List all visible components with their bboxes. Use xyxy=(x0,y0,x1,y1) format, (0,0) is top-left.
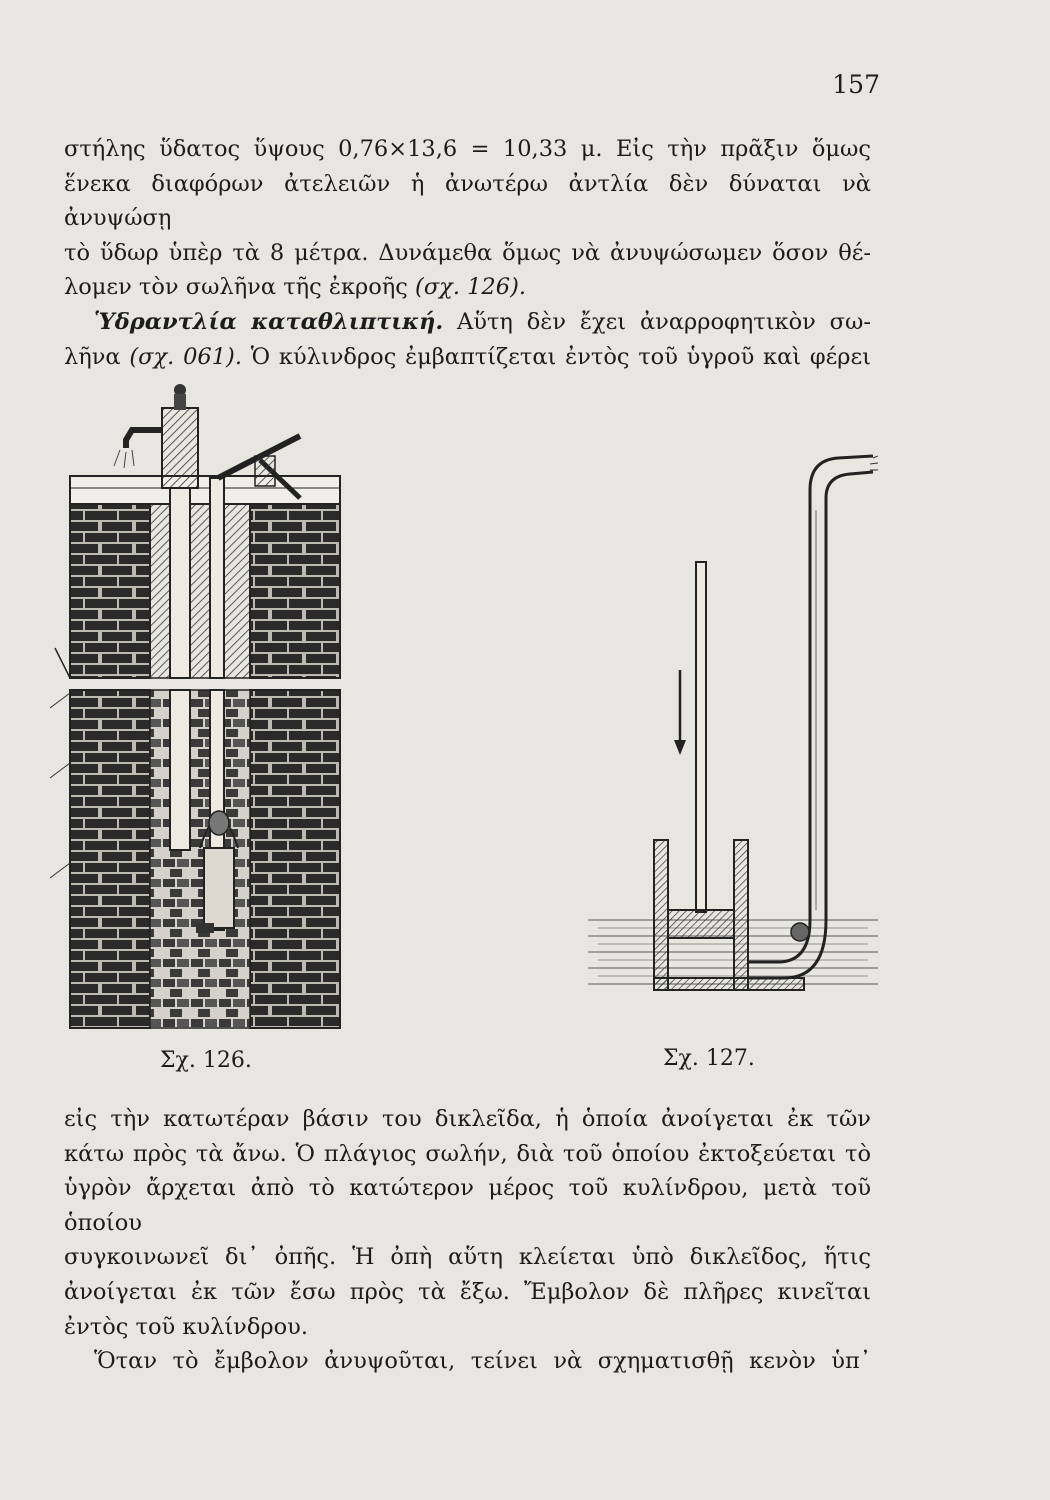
figure-126-caption: Σχ. 126. xyxy=(160,1048,252,1073)
text-line: στήλης ὕδατος ὕψους 0,76×13,6 = 10,33 μ. Εἰς τὴν πρᾶξιν ὅμως xyxy=(64,136,871,162)
figure-reference: (σχ. 061). xyxy=(129,343,242,370)
text-line: ἕνεκα διαφόρων ἀτελειῶν ἡ ἀνωτέρω ἀντλία δὲν δύναται νὰ ἀνυψώσῃ xyxy=(64,170,871,232)
bottom-text-block xyxy=(64,1102,871,1379)
text-line: εἰς τὴν κατωτέραν βάσιν του δικλεῖδα, ἡ ὁποία ἀνοίγεται ἐκ τῶν xyxy=(64,1106,871,1132)
figure-127-caption: Σχ. 127. xyxy=(663,1046,755,1071)
text-line xyxy=(64,270,871,305)
text-line xyxy=(64,305,871,340)
text-line: τὸ ὕδωρ ὑπὲρ τὰ 8 μέτρα. Δυνάμεθα ὅμως νὰ ἀνυψώσωμεν ὅσον θέ- xyxy=(64,239,871,266)
text-line: ἐντὸς τοῦ κυλίνδρου. xyxy=(64,1313,308,1340)
top-text-block xyxy=(64,132,871,374)
page-number: 157 xyxy=(832,70,880,99)
figure-reference: (σχ. 126). xyxy=(415,274,526,301)
text-line: Ὅταν τὸ ἔμβολον ἀνυψοῦται, τείνει νὰ σχηματισθῇ κενὸν ὑπ᾽ xyxy=(94,1348,871,1375)
figure-126-force-pump-illustration xyxy=(50,378,580,1038)
figure-127-pump-schematic xyxy=(588,450,878,1030)
text-span: λῆνα xyxy=(64,343,121,370)
text-line xyxy=(64,340,871,375)
text-line: κάτω πρὸς τὰ ἄνω. Ὁ πλάγιος σωλήν, διὰ τοῦ ὁποίου ἐκτοξεύεται τὸ xyxy=(64,1140,871,1167)
section-heading: Ὑδραντλία καταθλιπτική. xyxy=(94,308,444,335)
text-line: συγκοινωνεῖ δι᾽ ὀπῆς. Ἡ ὀπὴ αὕτη κλείεται ὑπὸ δικλεῖδος, ἥτις xyxy=(64,1244,871,1271)
text-span: λομεν τὸν σωλῆνα τῆς ἐκροῆς xyxy=(64,274,408,301)
text-span: Ὁ κύλινδρος ἐμβαπτίζεται ἐντὸς τοῦ ὑγροῦ καὶ φέρει xyxy=(250,343,872,370)
text-line: ὑγρὸν ἄρχεται ἀπὸ τὸ κατώτερον μέρος τοῦ κυλίνδρου, μετὰ τοῦ ὁποίου xyxy=(64,1175,871,1236)
text-span: Αὕτη δὲν ἔχει ἀναρροφητικὸν σω- xyxy=(457,308,871,335)
text-line: ἀνοίγεται ἐκ τῶν ἔσω πρὸς τὰ ἔξω. Ἔμβολον δὲ πλῆρες κινεῖται xyxy=(64,1278,871,1305)
